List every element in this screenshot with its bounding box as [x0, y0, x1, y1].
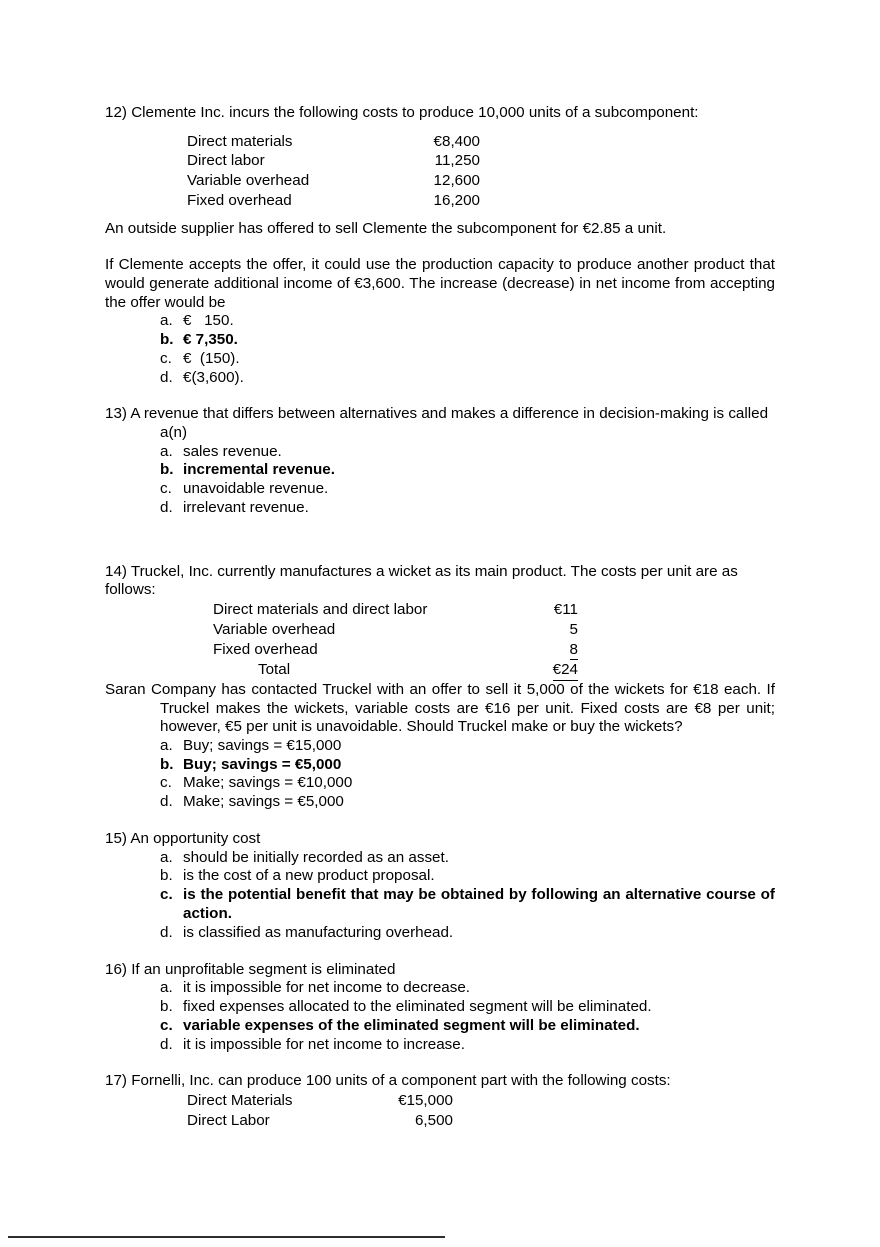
spacer — [105, 387, 775, 405]
table-row — [213, 640, 578, 661]
question-12-paragraph-2: If Clemente accepts the offer, it could use the production capacity to produce another product that would generate additional income of €3,600. The increase (decrease) in net income from accepting the offer would be — [105, 256, 775, 311]
cost-label: Direct Materials — [187, 1092, 293, 1110]
table-row — [187, 1091, 453, 1111]
option-text: variable expenses of the eliminated segment will be eliminated. — [183, 1016, 640, 1034]
option-text: sales revenue. — [183, 442, 282, 460]
options-list-12 — [105, 312, 775, 387]
table-row — [187, 151, 480, 171]
option-letter: a. — [160, 442, 173, 460]
cost-label: Variable overhead — [213, 620, 336, 638]
question-text-13: A revenue that differs between alternatives and makes a difference in decision-making is called a(n) — [130, 405, 769, 441]
option-letter: a. — [160, 979, 173, 997]
option-12-d[interactable] — [105, 369, 775, 388]
option-text: € 150. — [183, 312, 234, 330]
option-12-c[interactable] — [105, 350, 775, 369]
option-text: should be initially recorded as an asset. — [183, 848, 449, 866]
option-text: it is impossible for net income to decrease. — [183, 979, 471, 997]
option-letter: d. — [160, 793, 173, 811]
option-14-d[interactable] — [105, 793, 775, 812]
options-list-16 — [105, 979, 775, 1054]
spacer — [105, 1054, 775, 1072]
cost-value-underlined: 8 — [570, 640, 578, 661]
option-13-c[interactable] — [105, 480, 775, 499]
cost-table-14 — [213, 600, 578, 681]
option-text: is the cost of a new product proposal. — [183, 867, 435, 885]
cost-label: Direct materials — [187, 132, 293, 150]
option-15-d[interactable] — [105, 924, 775, 943]
option-text: it is impossible for net income to increase. — [183, 1035, 465, 1053]
option-letter: b. — [160, 998, 173, 1016]
cost-value: €11 — [553, 600, 578, 618]
cost-value — [503, 640, 578, 661]
question-stem-13 — [105, 405, 775, 442]
question-block-16 — [105, 961, 775, 1055]
spacer — [105, 812, 775, 830]
option-letter: c. — [160, 774, 172, 792]
question-number-13: 13) — [105, 405, 127, 423]
cost-total-underlined: €24 — [553, 660, 578, 681]
question-block-13 — [105, 405, 775, 517]
spacer — [105, 123, 775, 132]
spacer — [105, 211, 775, 220]
option-letter: c. — [160, 1016, 173, 1034]
option-14-a[interactable] — [105, 737, 775, 756]
option-13-a[interactable] — [105, 443, 775, 462]
option-16-c[interactable] — [105, 1017, 775, 1036]
question-text-14: Truckel, Inc. currently manufactures a wicket as its main product. The costs per unit are as follows: — [105, 562, 738, 599]
table-row — [187, 132, 480, 152]
question-stem-14 — [105, 563, 775, 600]
cost-label: Direct materials and direct labor — [213, 600, 428, 618]
option-text: € 7,350. — [183, 330, 238, 348]
cost-value: 6,500 — [414, 1111, 453, 1129]
option-letter: b. — [160, 461, 174, 479]
cost-table-17 — [187, 1091, 453, 1131]
spacer — [105, 943, 775, 961]
option-letter: d. — [160, 923, 173, 941]
option-text: is the potential benefit that may be obtained by following an alternative course of action. — [183, 886, 775, 923]
cost-label: Direct labor — [187, 152, 265, 170]
option-letter: c. — [160, 886, 173, 904]
table-row — [187, 1111, 453, 1131]
option-15-a[interactable] — [105, 849, 775, 868]
option-text: Buy; savings = €5,000 — [183, 755, 342, 773]
cost-value — [503, 660, 578, 681]
option-text: Make; savings = €10,000 — [183, 774, 353, 792]
option-13-d[interactable] — [105, 499, 775, 518]
question-block-15 — [105, 830, 775, 943]
option-text: fixed expenses allocated to the eliminated segment will be eliminated. — [183, 998, 652, 1016]
option-letter: b. — [160, 755, 174, 773]
option-text: incremental revenue. — [183, 461, 335, 479]
option-letter: d. — [160, 1035, 173, 1053]
option-13-b[interactable] — [105, 461, 775, 480]
table-row — [187, 171, 480, 191]
table-row — [213, 600, 578, 620]
option-letter: a. — [160, 848, 173, 866]
cost-value: 11,250 — [434, 152, 480, 170]
option-16-d[interactable] — [105, 1036, 775, 1055]
option-text: is classified as manufacturing overhead. — [183, 923, 454, 941]
option-letter: c. — [160, 480, 172, 498]
cost-value: 5 — [569, 620, 578, 638]
question-number-16: 16) — [105, 960, 127, 978]
question-12-paragraph-1: An outside supplier has offered to sell Clemente the subcomponent for €2.85 a unit. — [105, 219, 667, 237]
option-text: irrelevant revenue. — [183, 498, 309, 516]
cost-table-12 — [187, 132, 480, 211]
spacer — [105, 518, 775, 563]
question-number-14: 14) — [105, 562, 127, 580]
option-letter: a. — [160, 312, 173, 330]
option-letter: a. — [160, 736, 173, 754]
cost-label: Variable overhead — [187, 172, 310, 190]
option-16-a[interactable] — [105, 979, 775, 998]
question-stem-12 — [105, 104, 775, 123]
option-letter: d. — [160, 368, 173, 386]
question-text-16: If an unprofitable segment is eliminated — [131, 960, 396, 978]
option-letter: b. — [160, 867, 173, 885]
option-16-b[interactable] — [105, 998, 775, 1017]
table-row — [187, 191, 480, 211]
footer-divider — [8, 1236, 445, 1238]
option-12-a[interactable] — [105, 312, 775, 331]
question-number-12: 12) — [105, 104, 127, 121]
question-text-15: An opportunity cost — [130, 830, 261, 848]
question-stem-17 — [105, 1072, 775, 1091]
question-stem-16 — [105, 961, 775, 980]
option-12-b[interactable] — [105, 331, 775, 350]
option-letter: d. — [160, 498, 173, 516]
question-number-15: 15) — [105, 830, 127, 848]
cost-label: Direct Labor — [187, 1111, 270, 1129]
option-text: Buy; savings = €15,000 — [183, 736, 342, 754]
question-text-17: Fornelli, Inc. can produce 100 units of a component part with the following costs: — [131, 1072, 671, 1090]
option-14-c[interactable] — [105, 774, 775, 793]
cost-label: Fixed overhead — [213, 640, 318, 658]
cost-value: 16,200 — [433, 191, 480, 209]
cost-value: €8,400 — [433, 132, 480, 150]
question-number-17: 17) — [105, 1072, 127, 1090]
cost-value: €15,000 — [398, 1092, 453, 1110]
table-row — [213, 660, 578, 681]
option-15-c[interactable] — [105, 886, 775, 924]
options-list-14 — [105, 737, 775, 812]
options-list-15 — [105, 849, 775, 943]
question-14-paragraph-1: Saran Company has contacted Truckel with an offer to sell it 5,000 of the wickets for €18 each. If Truckel makes the wickets, variable costs are €16 per unit. Fixed costs are €8 per unit; however, €5 per unit is unavoidable. Should Truckel make or buy the wickets? — [105, 681, 775, 736]
option-text: €(3,600). — [183, 368, 244, 386]
option-letter: b. — [160, 330, 174, 348]
spacer — [105, 238, 775, 256]
cost-label: Fixed overhead — [187, 191, 292, 209]
options-list-13 — [105, 443, 775, 518]
option-15-b[interactable] — [105, 867, 775, 886]
option-letter: c. — [160, 349, 172, 367]
table-row — [213, 620, 578, 640]
cost-label: Total — [258, 661, 291, 679]
cost-value: 12,600 — [433, 172, 480, 190]
question-stem-15 — [105, 830, 775, 849]
page-content — [105, 104, 775, 1131]
option-text: € (150). — [183, 349, 240, 367]
question-text-12: Clemente Inc. incurs the following costs to produce 10,000 units of a subcomponent: — [131, 104, 699, 121]
question-block-17 — [105, 1072, 775, 1130]
question-block-14 — [105, 563, 775, 812]
option-14-b[interactable] — [105, 756, 775, 775]
option-text: Make; savings = €5,000 — [183, 793, 344, 811]
option-text: unavoidable revenue. — [183, 480, 329, 498]
question-block-12 — [105, 104, 775, 387]
